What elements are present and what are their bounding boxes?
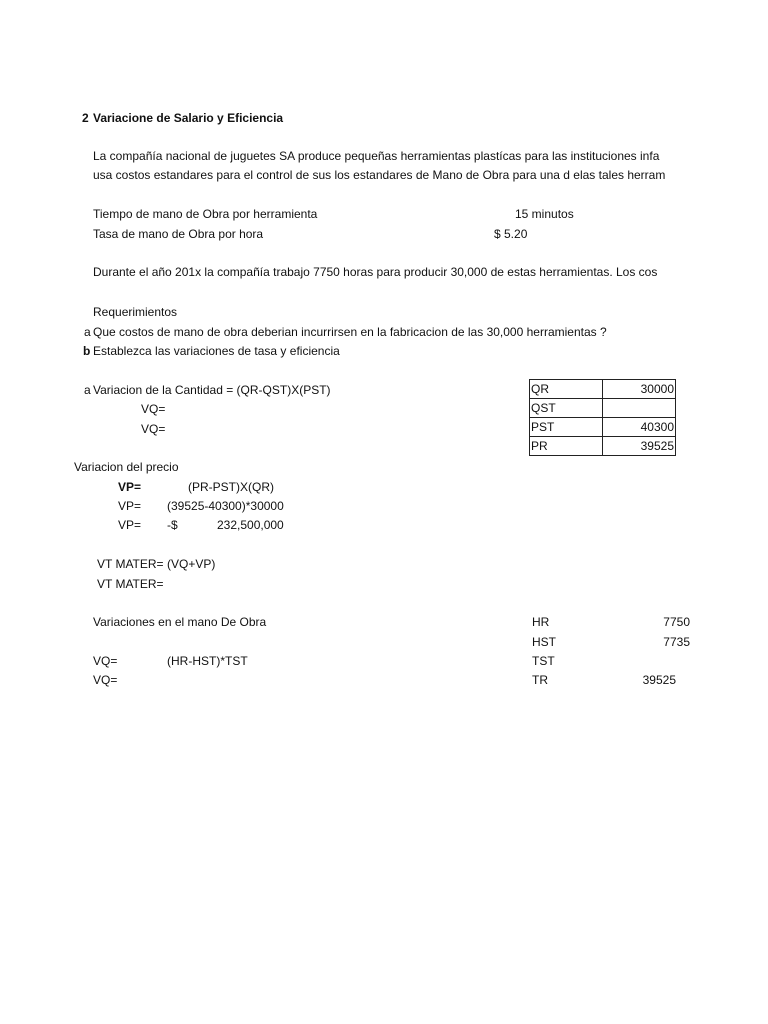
price-variance-vp-3-value: 232,500,000 bbox=[217, 518, 284, 532]
total-material-label-1: VT MATER= bbox=[97, 557, 164, 571]
labor-row-label: HR bbox=[532, 615, 550, 629]
price-variance-vp-2-label: VP= bbox=[118, 499, 142, 513]
labor-rate-label: Tasa de mano de Obra por hora bbox=[93, 227, 264, 241]
price-variance-vp-2-formula: (39525-40300)*30000 bbox=[167, 499, 284, 513]
table-cell-label: PST bbox=[530, 418, 603, 437]
labor-time-value: 15 minutos bbox=[515, 207, 574, 221]
price-variance-vp-3-label: VP= bbox=[118, 518, 142, 532]
intro-line-1: La compañía nacional de juguetes SA produce pequeñas herramientas plastícas para las instituciones infa bbox=[93, 149, 660, 163]
labor-variance-vq-2-label: VQ= bbox=[93, 673, 118, 687]
requirement-a-letter: a bbox=[84, 325, 91, 339]
table-cell-label: QST bbox=[530, 399, 603, 418]
total-material-label-2: VT MATER= bbox=[97, 577, 164, 591]
labor-variance-vq-1-label: VQ= bbox=[93, 654, 118, 668]
labor-row-label: TR bbox=[532, 673, 548, 687]
quantity-variance-formula: Variacion de la Cantidad = (QR-QST)X(PST) bbox=[93, 383, 331, 397]
table-row bbox=[530, 380, 676, 399]
price-variance-title: Variacion del precio bbox=[74, 460, 179, 474]
total-material-formula: (VQ+VP) bbox=[167, 557, 216, 571]
table-row bbox=[530, 418, 676, 437]
section-number: 2 bbox=[82, 111, 89, 125]
labor-row-value: 39525 bbox=[642, 673, 676, 687]
quantity-variance-letter: a bbox=[84, 383, 91, 397]
quantity-variance-vq-2: VQ= bbox=[141, 422, 166, 436]
labor-row-label: HST bbox=[532, 635, 556, 649]
table-cell-label: PR bbox=[530, 437, 603, 456]
requirements-title: Requerimientos bbox=[93, 305, 178, 319]
price-variance-vp-1-formula: (PR-PST)X(QR) bbox=[188, 480, 274, 494]
requirement-a-text: Que costos de mano de obra deberian incurrirsen en la fabricacion de las 30,000 herramientas ? bbox=[93, 325, 607, 339]
intro-line-2: usa costos estandares para el control de sus los estandares de Mano de Obra para una d elas tales herram bbox=[93, 168, 666, 182]
requirement-b-text: Establezca las variaciones de tasa y eficiencia bbox=[93, 344, 340, 358]
table-cell-value bbox=[603, 399, 676, 418]
price-data-table bbox=[529, 379, 676, 456]
labor-variance-vq-1-formula: (HR-HST)*TST bbox=[167, 654, 248, 668]
labor-rate-value: $ 5.20 bbox=[494, 227, 528, 241]
table-cell-value: 40300 bbox=[603, 418, 676, 437]
labor-row-label: TST bbox=[532, 654, 555, 668]
during-year-text: Durante el año 201x la compañía trabajo 7750 horas para producir 30,000 de estas herramientas. Los cos bbox=[93, 265, 658, 279]
table-cell-value: 30000 bbox=[603, 380, 676, 399]
labor-variance-title: Variaciones en el mano De Obra bbox=[93, 615, 267, 629]
labor-time-label: Tiempo de mano de Obra por herramienta bbox=[93, 207, 318, 221]
labor-row-value: 7750 bbox=[663, 615, 690, 629]
table-row bbox=[530, 399, 676, 418]
quantity-variance-vq-1: VQ= bbox=[141, 402, 166, 416]
section-title: Variacione de Salario y Eficiencia bbox=[93, 111, 284, 125]
price-variance-vp-3-sign: -$ bbox=[167, 518, 178, 532]
table-row bbox=[530, 437, 676, 456]
table-cell-value: 39525 bbox=[603, 437, 676, 456]
price-variance-vp-1-label: VP= bbox=[118, 480, 142, 494]
requirement-b-letter: b bbox=[83, 344, 91, 358]
table-cell-label: QR bbox=[530, 380, 603, 399]
labor-row-value: 7735 bbox=[663, 635, 690, 649]
